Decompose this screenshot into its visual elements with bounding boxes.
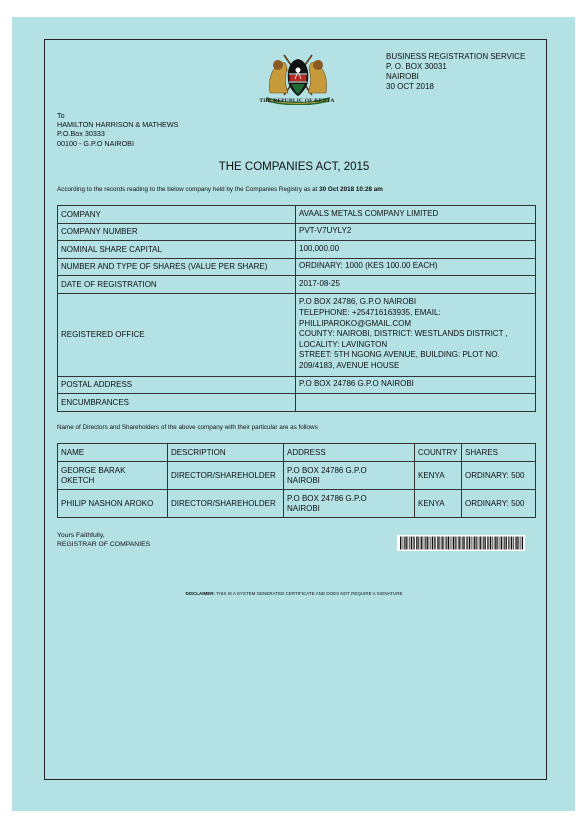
closing-line: Yours Faithfully, [57,532,105,539]
barcode-icon [397,535,525,551]
director-name [58,462,168,490]
name-line: PHILIP NASHON AROKO [61,498,154,508]
address-line: TELEPHONE: +254716163935, EMAIL: [299,308,441,318]
table-row [58,394,536,412]
addressee-line: HAMILTON HARRISON & MATHEWS [57,120,179,130]
closing-block [57,531,150,549]
director-description: DIRECTOR/SHAREHOLDER [168,462,284,490]
director-name [58,490,168,518]
column-header: ADDRESS [284,444,415,462]
detail-label: POSTAL ADDRESS [58,376,296,394]
address-line: COUNTY: NAIROBI, DISTRICT: WESTLANDS DISTRICT , [299,329,508,339]
table-row [58,490,536,518]
addressee-line: To [57,111,65,120]
table-header-row [58,444,536,462]
director-country: KENYA [415,490,462,518]
column-header: NAME [58,444,168,462]
address-line: 209/4183, AVENUE HOUSE [299,360,400,370]
disclaimer-label: DISCLAIMER: [185,591,215,596]
column-header: DESCRIPTION [168,444,284,462]
disclaimer-text: THIS IS A SYSTEM GENERATED CERTIFICATE AND DOES NOT REQUIRE A SIGNATURE [216,591,403,596]
address-line: P.O BOX 24786 G.P.O [287,465,367,475]
director-address [284,462,415,490]
column-header: COUNTRY [415,444,462,462]
address-line: NAIROBI [287,475,320,485]
director-shares: ORDINARY: 500 [462,490,536,518]
director-country: KENYA [415,462,462,490]
table-row [58,258,536,276]
director-address [284,490,415,518]
name-line: OKETCH [61,475,95,485]
emblem-caption: THE REPUBLIC OF KENYA [259,98,335,104]
detail-label: NOMINAL SHARE CAPITAL [58,241,296,259]
address-line: STREET: 5TH NGONG AVENUE, BUILDING: PLOT NO. [299,350,500,360]
director-description: DIRECTOR/SHAREHOLDER [168,490,284,518]
issuing-office-block [386,52,525,92]
records-date: 30 Oct 2018 10:28 am [319,186,383,193]
address-line: LOCALITY: LAVINGTON [299,339,388,349]
table-row [58,206,536,224]
company-details-table [57,205,536,412]
disclaimer [0,591,588,596]
table-row [58,462,536,490]
table-row [58,376,536,394]
detail-value: ORDINARY: 1000 (KES 100.00 EACH) [296,258,536,276]
detail-label: ENCUMBRANCES [58,394,296,412]
address-line: P.O BOX 24786, G.P.O NAIROBI [299,297,417,307]
detail-label: COMPANY NUMBER [58,223,296,241]
registered-office-value [296,293,536,376]
detail-label: COMPANY [58,206,296,224]
records-intro-text: According to the records reading to the below company held by the Companies Registry as at [57,186,318,193]
detail-value: 2017-08-25 [296,276,536,294]
table-row [58,241,536,259]
address-line: NAIROBI [287,503,320,513]
directors-table [57,443,536,518]
kenya-coat-of-arms-icon [258,47,338,105]
office-line: BUSINESS REGISTRATION SERVICE [386,52,526,61]
detail-value [296,394,536,412]
column-header: SHARES [462,444,536,462]
table-row [58,223,536,241]
detail-value: AVAALS METALS COMPANY LIMITED [296,206,536,224]
closing-line: REGISTRAR OF COMPANIES [57,541,151,548]
detail-label: NUMBER AND TYPE OF SHARES (VALUE PER SHARE) [58,258,296,276]
director-shares: ORDINARY: 500 [462,462,536,490]
table-row [58,276,536,294]
detail-value: P.O BOX 24786 G.P.O NAIROBI [296,376,536,394]
detail-value: PVT-V7UYLY2 [296,223,536,241]
detail-value: 100,000.00 [296,241,536,259]
addressee-line: 00100 - G.P.O NAIROBI [57,138,134,148]
office-line: NAIROBI [386,72,419,81]
records-intro [57,186,383,193]
name-line: GEORGE BARAK [61,465,126,475]
address-line: P.O BOX 24786 G.P.O [287,493,367,503]
detail-label: REGISTERED OFFICE [58,293,296,376]
document-title: THE COMPANIES ACT, 2015 [218,161,370,173]
addressee-block [57,111,178,148]
addressee-line: P.O.Box 30333 [57,129,105,139]
directors-intro: Name of Directors and Shareholders of the above company with their particular are as follows [57,424,318,431]
issue-date: 30 OCT 2018 [386,82,434,91]
table-row [58,293,536,376]
address-line: PHILLIPAROKO@GMAIL.COM [299,318,411,328]
detail-label: DATE OF REGISTRATION [58,276,296,294]
office-line: P. O. BOX 30031 [386,62,447,71]
